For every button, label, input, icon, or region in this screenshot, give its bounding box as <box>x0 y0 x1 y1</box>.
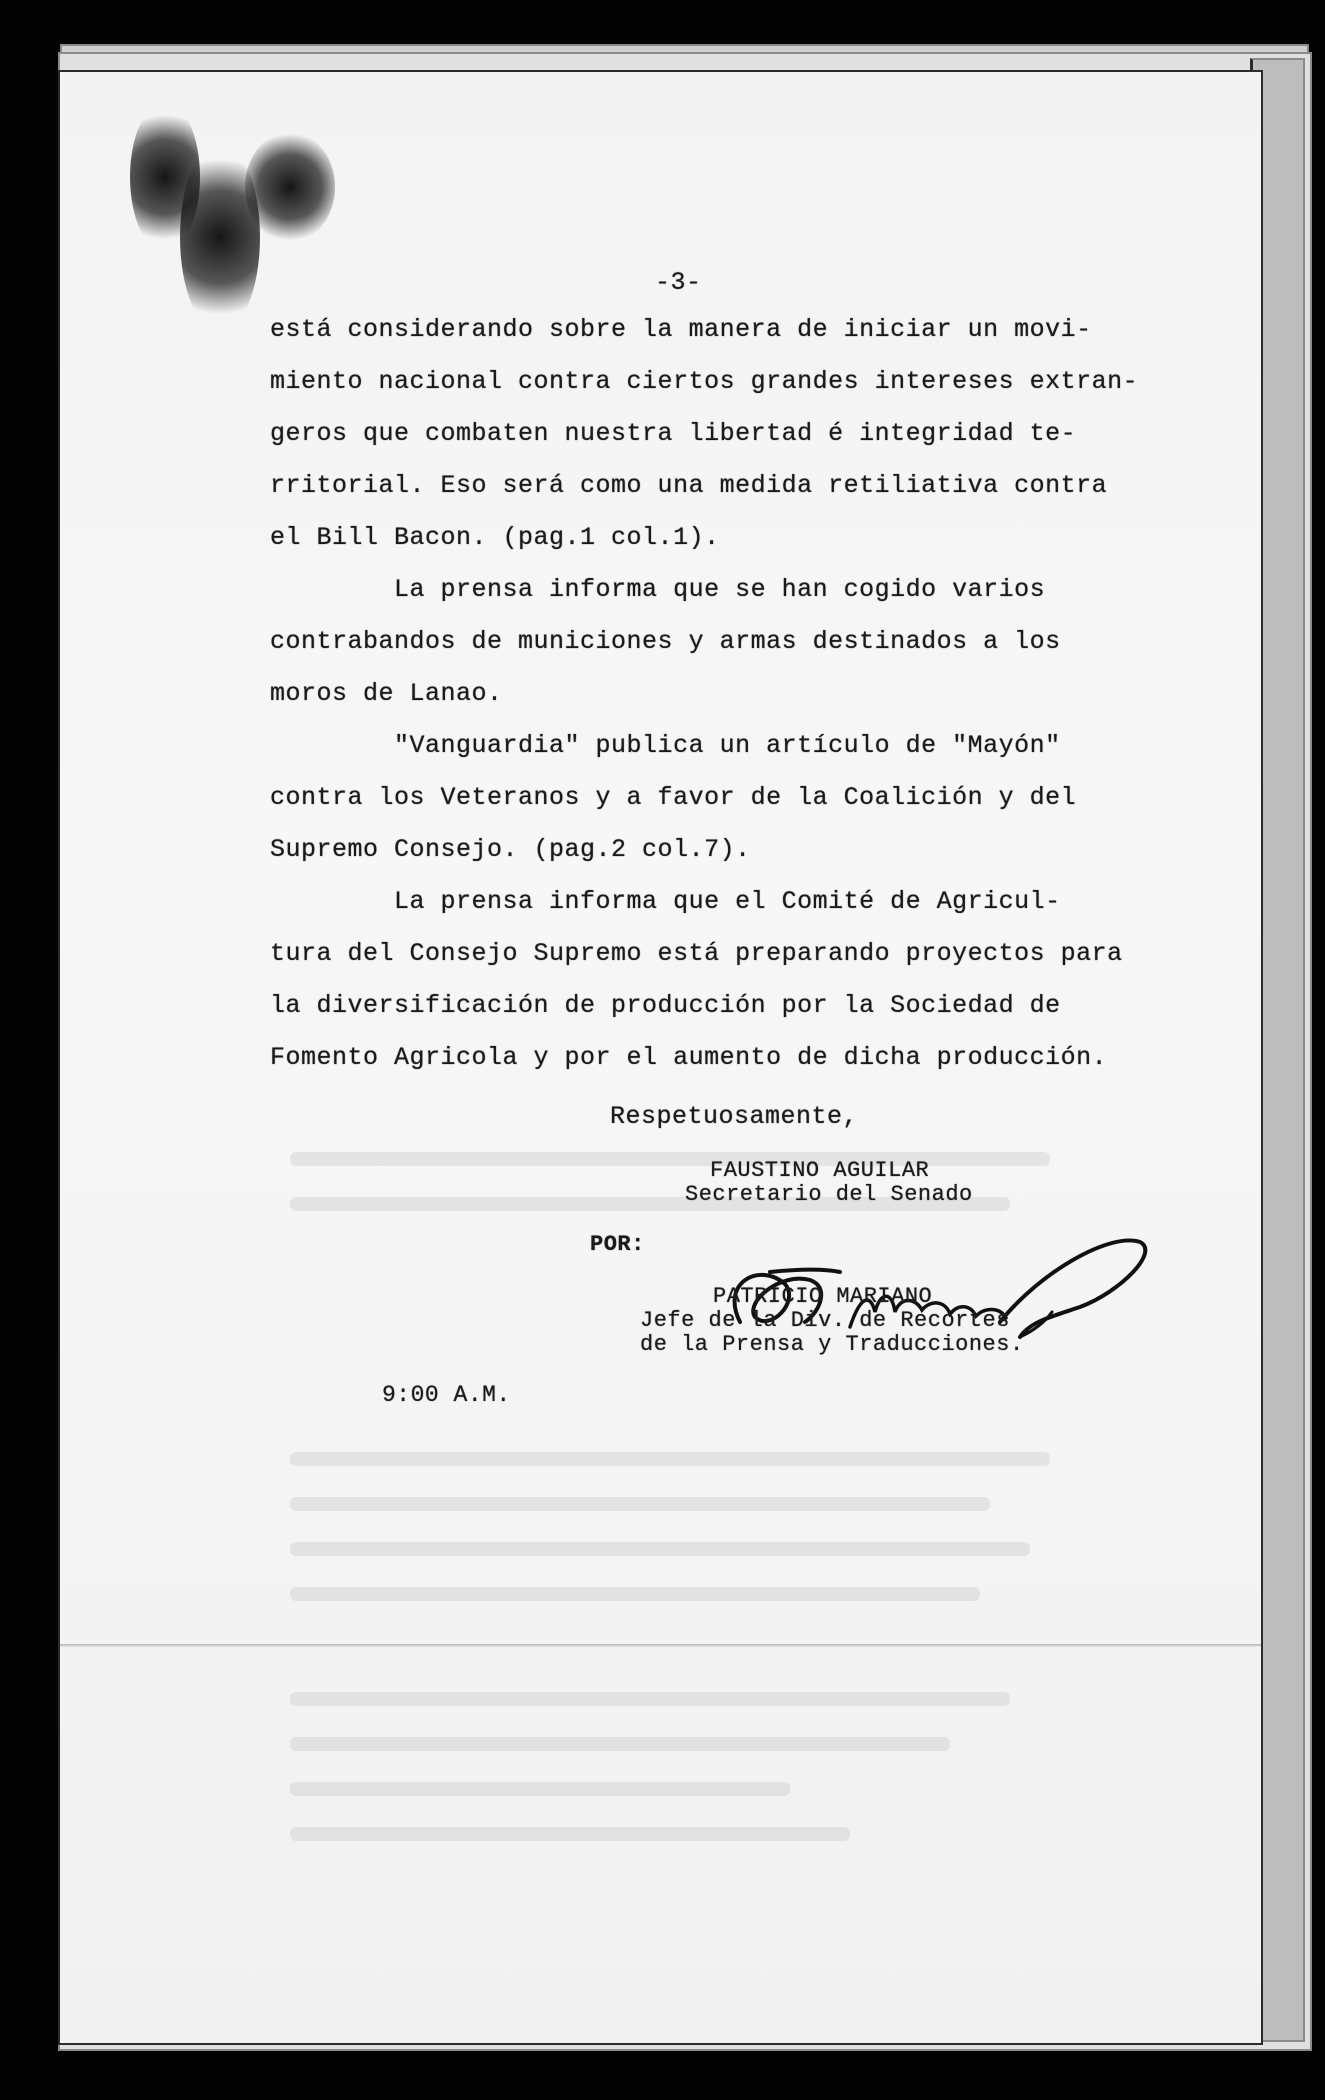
closing: Respetuosamente, <box>610 1102 859 1131</box>
bleed-through-line <box>290 1542 1030 1556</box>
bleed-through-line <box>290 1452 1050 1466</box>
body-line: la diversificación de producción por la Sociedad de <box>270 991 1061 1020</box>
body-line: miento nacional contra ciertos grandes intereses extran- <box>270 367 1139 396</box>
signatory-title: Secretario del Senado <box>685 1182 973 1207</box>
body-line: contrabandos de municiones y armas destinados a los <box>270 627 1061 656</box>
page-fold <box>60 1644 1263 1647</box>
bleed-through-line <box>290 1152 1050 1166</box>
ink-smudge <box>245 132 335 242</box>
body-line: Fomento Agricola y por el aumento de dicha producción. <box>270 1043 1108 1072</box>
body-line: contra los Veteranos y a favor de la Coalición y del <box>270 783 1077 812</box>
agent-name: PATRICIO MARIANO <box>713 1284 933 1309</box>
body-line: está considerando sobre la manera de iniciar un movi- <box>270 315 1092 344</box>
body-line: el Bill Bacon. (pag.1 col.1). <box>270 523 720 552</box>
document-page <box>58 70 1263 2045</box>
body-line: rritorial. Eso será como una medida retiliativa contra <box>270 471 1108 500</box>
bleed-through-line <box>290 1782 790 1796</box>
agent-title-line-1: Jefe de la Div. de Recortes <box>640 1308 1010 1333</box>
bleed-through-line <box>290 1827 850 1841</box>
agent-title-line-2: de la Prensa y Traducciones. <box>640 1332 1024 1357</box>
body-line: tura del Consejo Supremo está preparando proyectos para <box>270 939 1123 968</box>
body-line: La prensa informa que el Comité de Agricul- <box>270 887 1061 916</box>
body-line: Supremo Consejo. (pag.2 col.7). <box>270 835 751 864</box>
signatory-name: FAUSTINO AGUILAR <box>710 1158 930 1183</box>
bleed-through-line <box>290 1497 990 1511</box>
body-line: "Vanguardia" publica un artículo de "Mayón" <box>270 731 1061 760</box>
time-stamp: 9:00 A.M. <box>382 1382 511 1408</box>
page-number: -3- <box>655 268 702 297</box>
body-line: geros que combaten nuestra libertad é integridad te- <box>270 419 1077 448</box>
bleed-through-line <box>290 1587 980 1601</box>
body-line: moros de Lanao. <box>270 679 503 708</box>
bleed-through-line <box>290 1737 950 1751</box>
body-line: La prensa informa que se han cogido varios <box>270 575 1046 604</box>
por-label: POR: <box>590 1232 645 1257</box>
bleed-through-line <box>290 1692 1010 1706</box>
